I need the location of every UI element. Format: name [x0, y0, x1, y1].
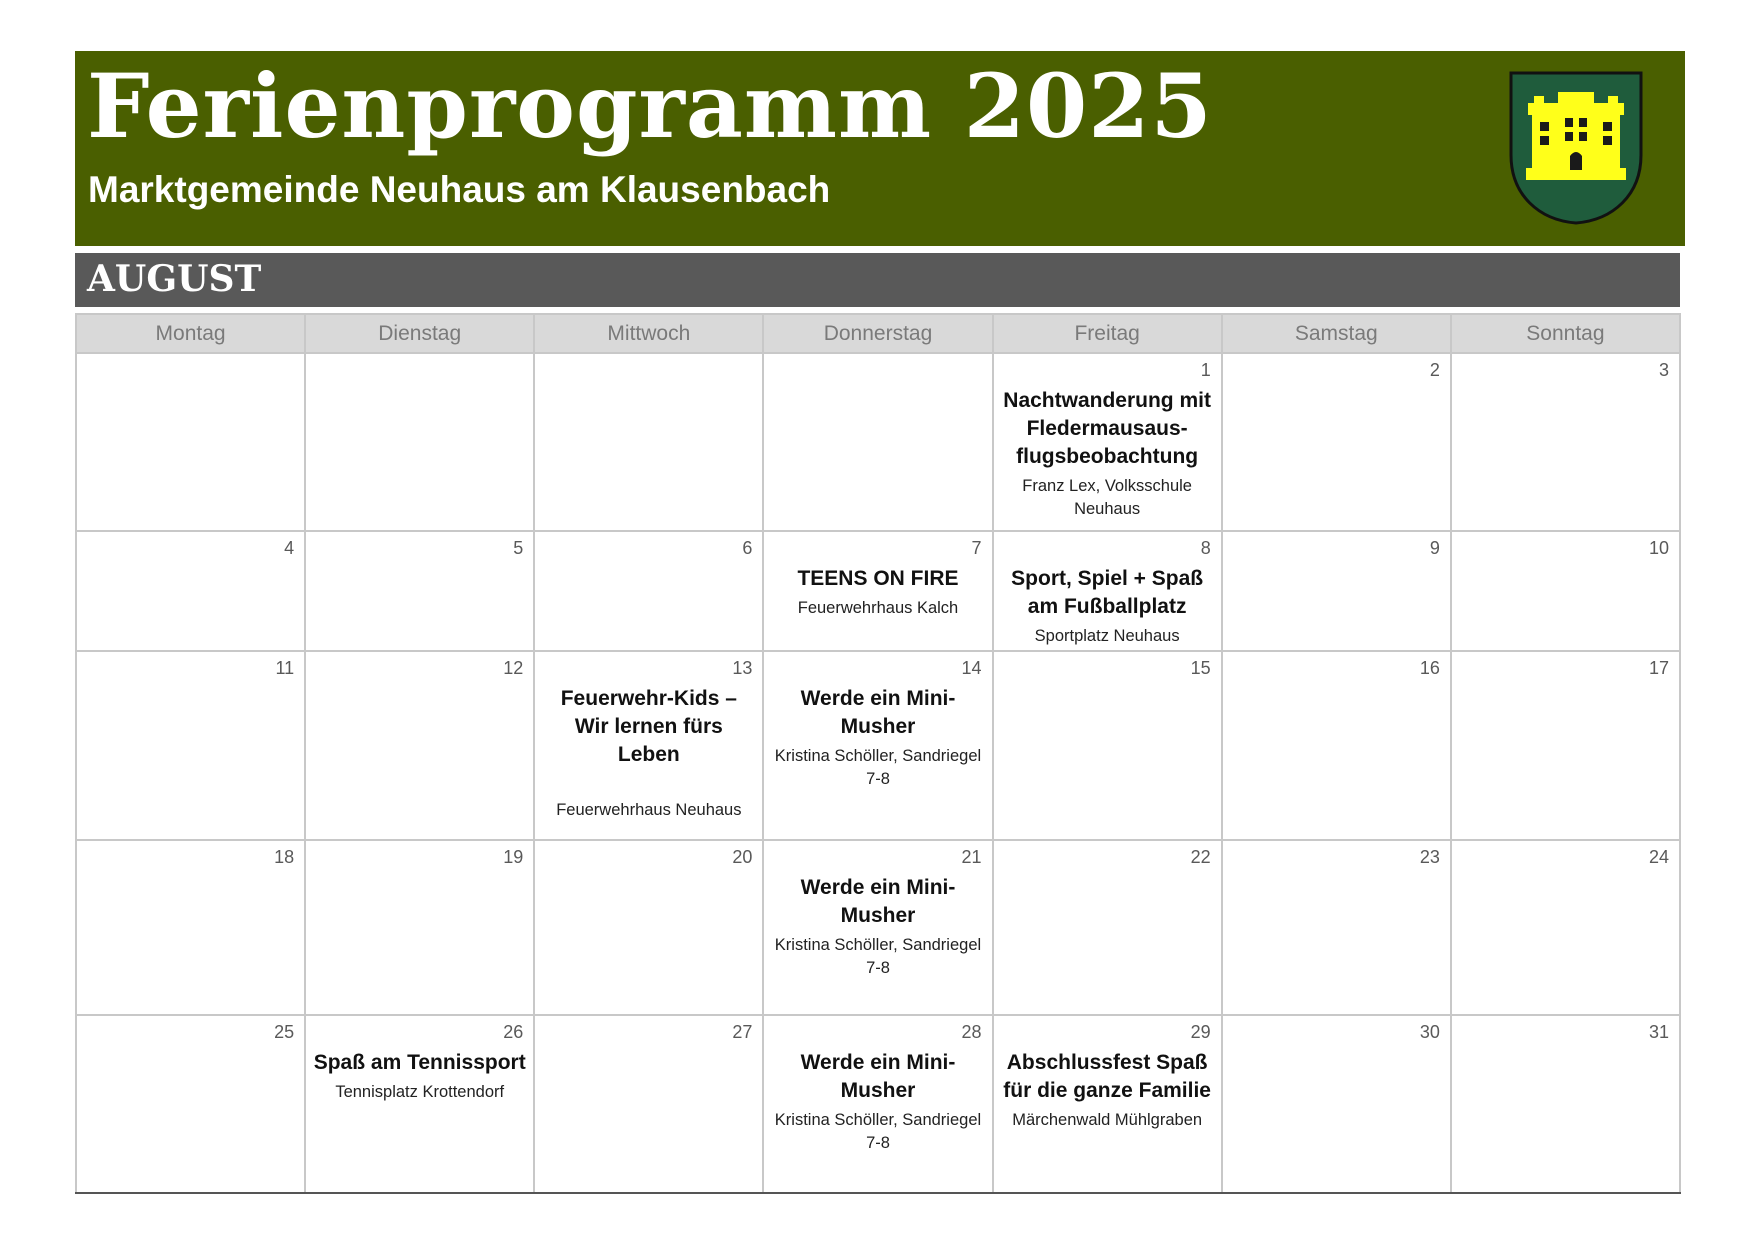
- day-cell: [76, 651, 305, 840]
- day-number: 19: [503, 847, 524, 867]
- day-cell: [305, 1015, 534, 1193]
- event-title: Nachtwanderung mit Fledermausaus-flugsbeobachtung: [1003, 389, 1211, 468]
- event: [541, 685, 756, 822]
- day-cell-empty: [305, 353, 534, 531]
- event-title: Sport, Spiel + Spaß am Fußballplatz: [1011, 567, 1204, 618]
- day-number: 3: [1658, 360, 1669, 380]
- event-location: Franz Lex, Volksschule Neuhaus: [1022, 477, 1192, 518]
- weekday-thursday: Donnerstag: [763, 314, 992, 353]
- day-number: 27: [732, 1022, 753, 1042]
- day-cell: [76, 1015, 305, 1193]
- day-number: 18: [274, 847, 295, 867]
- day-cell: [993, 840, 1222, 1015]
- day-number: 8: [1200, 538, 1211, 558]
- event-title: Spaß am Tennissport: [313, 1051, 526, 1074]
- event-title: TEENS ON FIRE: [797, 567, 959, 590]
- calendar-grid: [75, 313, 1681, 1194]
- week-row: [76, 651, 1680, 840]
- day-number: 4: [284, 538, 295, 558]
- week-row: [76, 840, 1680, 1015]
- month-label: AUGUST: [87, 258, 262, 300]
- day-number: 29: [1190, 1022, 1211, 1042]
- day-cell: [1451, 840, 1680, 1015]
- event-location: Kristina Schöller, Sandriegel 7-8: [774, 1111, 982, 1152]
- day-number: 26: [503, 1022, 524, 1042]
- day-number: 17: [1648, 658, 1669, 678]
- day-cell: [1451, 531, 1680, 651]
- event-location: Kristina Schöller, Sandriegel 7-8: [774, 936, 982, 977]
- day-cell-empty: [534, 353, 763, 531]
- day-cell: [1451, 651, 1680, 840]
- day-cell: [1222, 840, 1451, 1015]
- page-subtitle: Marktgemeinde Neuhaus am Klausenbach: [88, 169, 831, 210]
- event-location: Sportplatz Neuhaus: [1034, 627, 1180, 645]
- weekday-saturday: Samstag: [1222, 314, 1451, 353]
- day-cell: [993, 651, 1222, 840]
- week-row: [76, 1015, 1680, 1193]
- day-cell: [763, 1015, 992, 1193]
- day-cell: [305, 531, 534, 651]
- day-number: 9: [1429, 538, 1440, 558]
- day-cell: [1222, 651, 1451, 840]
- event-location: Feuerwehrhaus Neuhaus: [556, 801, 742, 819]
- day-number: 21: [961, 847, 982, 867]
- event: [770, 685, 985, 791]
- month-bar: [75, 253, 1680, 307]
- day-number: 1: [1200, 360, 1211, 380]
- event-title: Werde ein Mini-Musher: [800, 876, 956, 927]
- event-location: Tennisplatz Krottendorf: [335, 1083, 505, 1101]
- event: [312, 1049, 527, 1104]
- day-number: 28: [961, 1022, 982, 1042]
- day-cell: [993, 353, 1222, 531]
- day-number: 23: [1419, 847, 1440, 867]
- weekday-wednesday: Mittwoch: [534, 314, 763, 353]
- event-title: Abschlussfest Spaß für die ganze Familie: [1003, 1051, 1211, 1102]
- event-title: Feuerwehr-Kids – Wir lernen fürs Leben: [560, 687, 737, 766]
- event: [1000, 387, 1215, 521]
- day-number: 14: [961, 658, 982, 678]
- day-cell: [1222, 1015, 1451, 1193]
- weekday-friday: Freitag: [993, 314, 1222, 353]
- day-number: 12: [503, 658, 524, 678]
- day-number: 2: [1429, 360, 1440, 380]
- day-cell: [993, 1015, 1222, 1193]
- day-cell-empty: [763, 353, 992, 531]
- day-cell: [305, 651, 534, 840]
- day-cell: [305, 840, 534, 1015]
- day-cell: [1222, 353, 1451, 531]
- weekday-header-row: [76, 314, 1680, 353]
- day-cell: [534, 1015, 763, 1193]
- day-number: 24: [1648, 847, 1669, 867]
- day-number: 6: [742, 538, 753, 558]
- event-location: Kristina Schöller, Sandriegel 7-8: [774, 747, 982, 788]
- event-location: Märchenwald Mühlgraben: [1012, 1111, 1203, 1129]
- day-cell: [76, 531, 305, 651]
- day-number: 31: [1648, 1022, 1669, 1042]
- header-banner: [75, 51, 1685, 246]
- castle-coat-of-arms-icon: [1508, 70, 1644, 226]
- day-cell: [1222, 531, 1451, 651]
- day-cell: [1451, 1015, 1680, 1193]
- weekday-tuesday: Dienstag: [305, 314, 534, 353]
- day-cell-empty: [76, 353, 305, 531]
- day-cell: [534, 840, 763, 1015]
- week-row: [76, 531, 1680, 651]
- day-number: 16: [1419, 658, 1440, 678]
- day-number: 5: [513, 538, 524, 558]
- event: [770, 1049, 985, 1155]
- event-title: Werde ein Mini-Musher: [800, 1051, 956, 1102]
- day-cell: [534, 531, 763, 651]
- day-number: 10: [1648, 538, 1669, 558]
- day-number: 11: [275, 658, 295, 678]
- day-cell: [763, 531, 992, 651]
- day-cell: [534, 651, 763, 840]
- day-number: 13: [732, 658, 753, 678]
- day-cell: [993, 531, 1222, 651]
- weekday-sunday: Sonntag: [1451, 314, 1680, 353]
- day-number: 22: [1190, 847, 1211, 867]
- page-title: Ferienprogramm 2025: [87, 54, 1213, 158]
- day-number: 30: [1419, 1022, 1440, 1042]
- day-number: 15: [1190, 658, 1211, 678]
- event: [770, 565, 985, 620]
- event: [1000, 565, 1215, 648]
- event: [1000, 1049, 1215, 1132]
- day-cell: [763, 651, 992, 840]
- weekday-monday: Montag: [76, 314, 305, 353]
- day-number: 20: [732, 847, 753, 867]
- week-row: [76, 353, 1680, 531]
- event-location: Feuerwehrhaus Kalch: [797, 599, 959, 617]
- event: [770, 874, 985, 980]
- bottom-divider: [75, 1192, 1681, 1194]
- day-cell: [76, 840, 305, 1015]
- day-cell: [1451, 353, 1680, 531]
- day-number: 7: [971, 538, 982, 558]
- day-number: 25: [274, 1022, 295, 1042]
- event-title: Werde ein Mini-Musher: [800, 687, 956, 738]
- day-cell: [763, 840, 992, 1015]
